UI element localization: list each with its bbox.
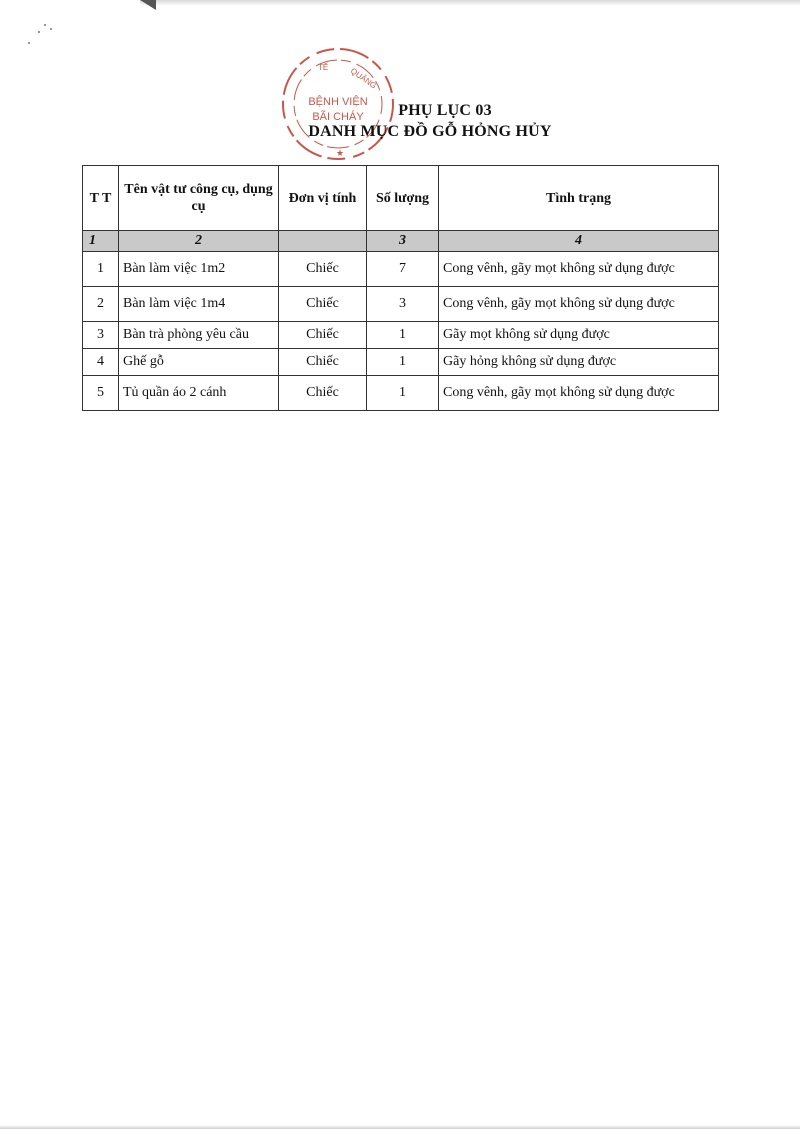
row-unit: Chiếc [279,287,367,322]
row-unit: Chiếc [279,376,367,411]
scan-fold-corner [140,0,156,10]
table-row [83,376,719,411]
stamp-ring-text-right: QUẢNG [348,66,379,91]
table-row [83,349,719,376]
stamp-ring-text-left: TẾ [318,63,329,72]
list-heading: DANH MỤC ĐỒ GỖ HỎNG HỦY [308,123,552,140]
row-tt: 3 [83,322,119,349]
col-number-4: 3 [367,231,439,252]
scan-edge-bottom [0,1125,800,1129]
scan-edge-top [140,0,800,6]
table-row [83,287,719,322]
scan-specks [26,22,66,52]
col-number-3 [279,231,367,252]
row-unit: Chiếc [279,349,367,376]
row-qty: 7 [367,252,439,287]
stamp-line-2: BÃI CHÁY [312,111,364,123]
stamp-line-1: BỆNH VIỆN [308,96,368,108]
row-name: Tủ quần áo 2 cánh [119,376,279,411]
header-qty: Số lượng [367,166,439,231]
header-name: Tên vật tư công cụ, dụng cụ [119,166,279,231]
row-tt: 4 [83,349,119,376]
table-row [83,252,719,287]
header-status: Tình trạng [439,166,719,231]
stamp-star-icon: ★ [335,148,345,158]
col-number-5: 4 [439,231,719,252]
table-row [83,322,719,349]
row-tt: 1 [83,252,119,287]
col-number-1: 1 [83,231,119,252]
row-unit: Chiếc [279,322,367,349]
column-number-row [83,231,719,252]
row-unit: Chiếc [279,252,367,287]
row-status: Gãy hỏng không sử dụng được [439,349,719,376]
row-name: Bàn làm việc 1m2 [119,252,279,287]
table-header-row [83,166,719,231]
col-number-2: 2 [119,231,279,252]
header-unit: Đơn vị tính [279,166,367,231]
document-title [200,100,660,142]
header-tt: T T [83,166,119,231]
row-status: Cong vênh, gãy mọt không sử dụng được [439,376,719,411]
row-qty: 1 [367,376,439,411]
row-tt: 2 [83,287,119,322]
appendix-label: PHỤ LỤC 03 [398,102,492,119]
row-qty: 3 [367,287,439,322]
row-name: Ghế gỗ [119,349,279,376]
row-name: Bàn làm việc 1m4 [119,287,279,322]
row-qty: 1 [367,322,439,349]
damaged-furniture-table [82,165,719,411]
row-status: Cong vênh, gãy mọt không sử dụng được [439,287,719,322]
row-qty: 1 [367,349,439,376]
row-status: Gãy mọt không sử dụng được [439,322,719,349]
row-tt: 5 [83,376,119,411]
row-status: Cong vênh, gãy mọt không sử dụng được [439,252,719,287]
row-name: Bàn trà phòng yêu cầu [119,322,279,349]
